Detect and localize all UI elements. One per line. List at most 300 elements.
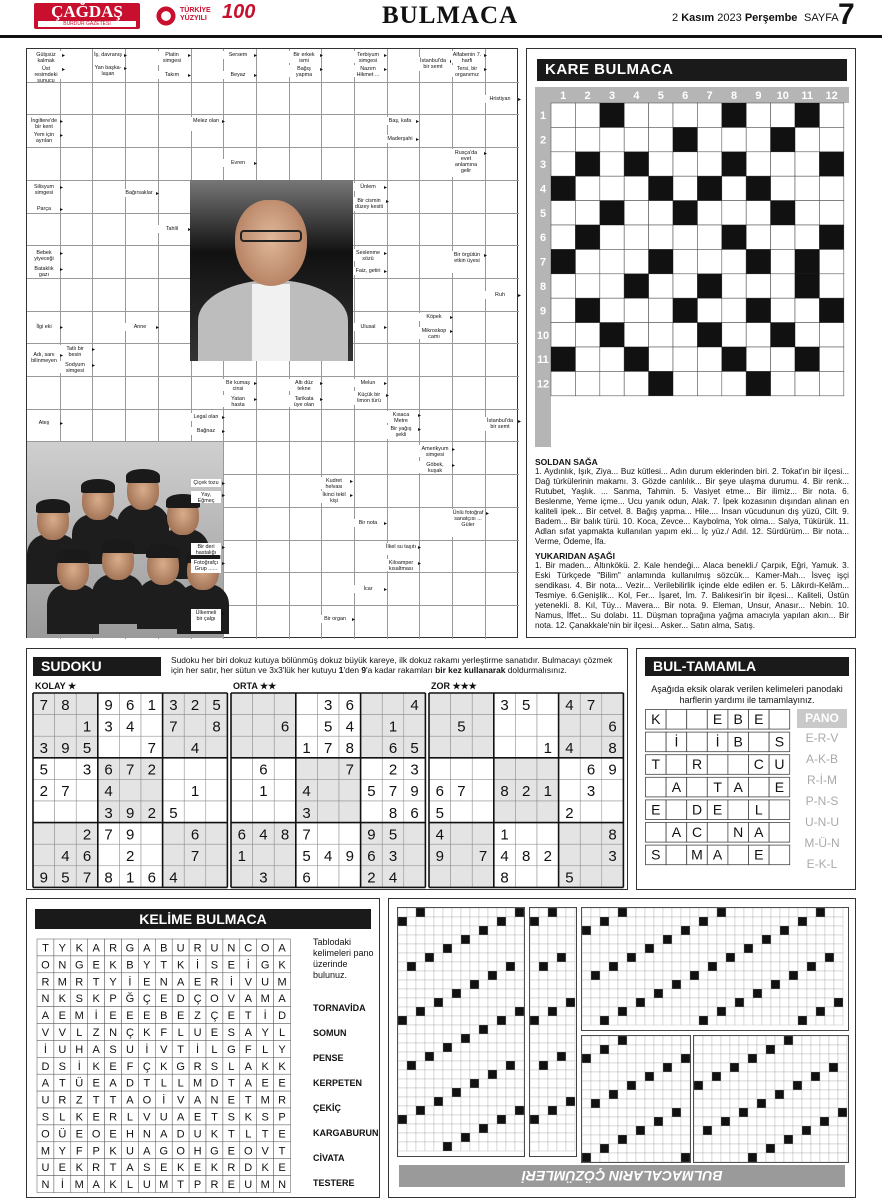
sudoku-cell[interactable] (274, 866, 296, 888)
bul-cell[interactable] (749, 732, 770, 752)
sudoku-cell[interactable] (515, 866, 537, 888)
solution-cell (539, 944, 548, 953)
kare-cell[interactable] (697, 249, 721, 273)
sudoku-cell[interactable] (184, 801, 206, 823)
bul-cell[interactable] (707, 823, 728, 843)
sudoku-cell[interactable] (296, 715, 318, 737)
solution-cell (757, 1045, 766, 1054)
kare-cell[interactable] (673, 152, 697, 176)
sudoku-cell[interactable] (537, 715, 559, 737)
sudoku-cell[interactable] (206, 823, 228, 845)
sudoku-cell[interactable] (296, 693, 318, 715)
bul-cell[interactable] (646, 823, 667, 843)
sudoku-cell[interactable] (274, 779, 296, 801)
sudoku-cell[interactable] (33, 823, 55, 845)
kare-cell[interactable] (771, 225, 795, 249)
kare-cell[interactable] (771, 298, 795, 322)
bul-cell[interactable] (666, 845, 687, 865)
sudoku-cell[interactable] (404, 866, 426, 888)
sudoku-cell[interactable] (602, 866, 624, 888)
sudoku-cell[interactable] (494, 801, 516, 823)
sudoku-cell[interactable] (404, 823, 426, 845)
sudoku-cell[interactable] (404, 844, 426, 866)
kare-cell[interactable] (575, 347, 599, 371)
sudoku-cell[interactable] (98, 844, 120, 866)
sudoku-cell[interactable] (33, 844, 55, 866)
sudoku-cell[interactable] (429, 736, 451, 758)
kare-cell[interactable] (746, 274, 770, 298)
sudoku-cell[interactable] (231, 779, 253, 801)
kelime-letter: Z (92, 1026, 100, 1039)
sudoku-cell[interactable] (317, 779, 339, 801)
solution-cell (582, 944, 591, 953)
kare-cell[interactable] (746, 201, 770, 225)
sudoku-digit: 9 (61, 740, 70, 757)
kare-cell[interactable] (649, 347, 673, 371)
kare-cell[interactable] (551, 323, 575, 347)
sudoku-cell[interactable] (33, 715, 55, 737)
solution-cell (780, 953, 789, 962)
sudoku-cell[interactable] (163, 779, 185, 801)
sudoku-cell[interactable] (429, 758, 451, 780)
sudoku-cell[interactable] (361, 736, 383, 758)
sudoku-cell[interactable] (296, 758, 318, 780)
kelime-letter: E (227, 1094, 236, 1107)
sudoku-cell[interactable] (231, 715, 253, 737)
kare-cell[interactable] (649, 274, 673, 298)
sudoku-cell[interactable] (141, 715, 163, 737)
kelime-letter: S (261, 1111, 269, 1124)
sudoku-cell[interactable] (361, 801, 383, 823)
sudoku-cell[interactable] (184, 715, 206, 737)
solution-cell (712, 1153, 721, 1162)
sudoku-cell[interactable] (231, 758, 253, 780)
bul-cell[interactable] (687, 777, 708, 797)
clue-arrow-icon: ▸ (452, 447, 456, 453)
kelime-letter: D (41, 1060, 50, 1073)
kare-cell[interactable] (673, 249, 697, 273)
sudoku-cell[interactable] (76, 801, 98, 823)
sudoku-cell[interactable] (274, 758, 296, 780)
sudoku-cell[interactable] (451, 693, 473, 715)
sudoku-cell[interactable] (382, 693, 404, 715)
kare-cell[interactable] (673, 347, 697, 371)
sudoku-cell[interactable] (515, 758, 537, 780)
kare-cell[interactable] (819, 103, 843, 127)
sudoku-cell[interactable] (537, 823, 559, 845)
sudoku-cell[interactable] (253, 693, 275, 715)
bul-cell[interactable] (666, 800, 687, 820)
kare-cell[interactable] (600, 371, 624, 395)
kare-cell[interactable] (722, 274, 746, 298)
kare-cell[interactable] (819, 127, 843, 151)
kare-cell[interactable] (746, 103, 770, 127)
solution-cell (557, 1142, 566, 1151)
sudoku-cell[interactable] (559, 758, 581, 780)
solution-cell (497, 998, 506, 1007)
sudoku-cell[interactable] (580, 844, 602, 866)
kare-cell[interactable] (697, 371, 721, 395)
sudoku-cell[interactable] (494, 715, 516, 737)
sudoku-cell[interactable] (274, 844, 296, 866)
sudoku-cell[interactable] (559, 844, 581, 866)
sudoku-cell[interactable] (602, 779, 624, 801)
solution-cell (425, 1115, 434, 1124)
sudoku-cell[interactable] (231, 801, 253, 823)
kare-cell[interactable] (697, 225, 721, 249)
bul-cell[interactable] (728, 800, 749, 820)
kare-cell[interactable] (551, 225, 575, 249)
kare-cell[interactable] (819, 347, 843, 371)
sudoku-cell[interactable] (537, 693, 559, 715)
sudoku-cell[interactable] (231, 693, 253, 715)
sudoku-cell[interactable] (339, 823, 361, 845)
sudoku-cell[interactable] (274, 693, 296, 715)
sudoku-cell[interactable] (537, 801, 559, 823)
sudoku-cell[interactable] (559, 823, 581, 845)
sudoku-cell[interactable] (274, 736, 296, 758)
kare-cell[interactable] (697, 152, 721, 176)
sudoku-cell[interactable] (515, 823, 537, 845)
clue-arrow-icon: ▸ (384, 521, 388, 527)
kare-cell[interactable] (746, 225, 770, 249)
solution-cell (530, 1142, 539, 1151)
kare-cell[interactable] (697, 298, 721, 322)
sudoku-cell[interactable] (602, 693, 624, 715)
kare-cell[interactable] (697, 347, 721, 371)
kare-cell[interactable] (600, 152, 624, 176)
solution-cell (645, 998, 654, 1007)
kare-cell[interactable] (795, 298, 819, 322)
sudoku-cell[interactable] (361, 758, 383, 780)
sudoku-cell[interactable] (317, 758, 339, 780)
kare-cell[interactable] (795, 371, 819, 395)
sudoku-cell[interactable] (55, 758, 77, 780)
kare-cell[interactable] (575, 103, 599, 127)
solution-cell (771, 989, 780, 998)
kare-cell[interactable] (722, 298, 746, 322)
sudoku-cell[interactable] (472, 693, 494, 715)
sudoku-cell[interactable] (494, 736, 516, 758)
kare-cell[interactable] (624, 201, 648, 225)
kare-cell[interactable] (551, 152, 575, 176)
sudoku-digit: 8 (280, 826, 290, 844)
kare-cell[interactable] (722, 201, 746, 225)
sudoku-cell[interactable] (515, 715, 537, 737)
sudoku-cell[interactable] (55, 801, 77, 823)
sudoku-cell[interactable] (339, 779, 361, 801)
sudoku-cell[interactable] (361, 693, 383, 715)
solution-cell (479, 944, 488, 953)
sudoku-cell[interactable] (537, 758, 559, 780)
sudoku-cell[interactable] (472, 758, 494, 780)
sudoku-cell[interactable] (76, 693, 98, 715)
bul-cell[interactable] (728, 755, 749, 775)
kare-cell[interactable] (795, 152, 819, 176)
kare-cell[interactable] (649, 201, 673, 225)
kare-cell[interactable] (795, 323, 819, 347)
kare-cell[interactable] (795, 201, 819, 225)
sudoku-cell[interactable] (184, 866, 206, 888)
sudoku-cell[interactable] (231, 736, 253, 758)
solution-cell (636, 1090, 645, 1099)
kare-cell[interactable] (697, 201, 721, 225)
sudoku-cell[interactable] (515, 736, 537, 758)
sudoku-cell[interactable] (559, 715, 581, 737)
sudoku-cell[interactable] (206, 866, 228, 888)
kare-cell[interactable] (746, 323, 770, 347)
kelime-letter: S (143, 1162, 151, 1175)
solution-cell (479, 971, 488, 980)
kare-cell[interactable] (624, 323, 648, 347)
kare-cell[interactable] (771, 152, 795, 176)
sudoku-cell[interactable] (141, 844, 163, 866)
kare-cell[interactable] (819, 249, 843, 273)
solution-cell (762, 944, 771, 953)
kare-cell[interactable] (819, 176, 843, 200)
sudoku-cell[interactable] (451, 844, 473, 866)
sudoku-cell[interactable] (580, 823, 602, 845)
sudoku-cell[interactable] (206, 758, 228, 780)
solution-cell (539, 1061, 548, 1070)
kare-cell[interactable] (771, 249, 795, 273)
sudoku-cell[interactable] (472, 866, 494, 888)
solution-cell (694, 1144, 703, 1153)
kare-cell[interactable] (624, 371, 648, 395)
kare-cell[interactable] (771, 371, 795, 395)
kare-cell[interactable] (575, 323, 599, 347)
sudoku-cell[interactable] (580, 715, 602, 737)
kare-cell[interactable] (575, 274, 599, 298)
sudoku-cell[interactable] (206, 736, 228, 758)
solution-cell (825, 944, 834, 953)
kare-cell[interactable] (795, 225, 819, 249)
sudoku-cell[interactable] (339, 866, 361, 888)
sudoku-cell[interactable] (206, 844, 228, 866)
sudoku-cell[interactable] (580, 866, 602, 888)
kelime-letter: T (177, 1043, 185, 1056)
kare-cell[interactable] (624, 103, 648, 127)
sudoku-cell[interactable] (231, 866, 253, 888)
bul-cell[interactable] (687, 732, 708, 752)
sudoku-cell[interactable] (537, 866, 559, 888)
kare-cell[interactable] (819, 274, 843, 298)
sudoku-cell[interactable] (253, 801, 275, 823)
kare-cell[interactable] (795, 127, 819, 151)
kare-cell[interactable] (697, 103, 721, 127)
solution-cell (566, 953, 575, 962)
kare-cell[interactable] (649, 152, 673, 176)
sudoku-cell[interactable] (404, 715, 426, 737)
kare-cell[interactable] (575, 249, 599, 273)
sudoku-cell[interactable] (429, 715, 451, 737)
sudoku-cell[interactable] (253, 844, 275, 866)
kare-cell[interactable] (771, 347, 795, 371)
sudoku-cell[interactable] (602, 801, 624, 823)
kare-cell[interactable] (551, 371, 575, 395)
sudoku-cell[interactable] (580, 801, 602, 823)
kare-cell[interactable] (746, 152, 770, 176)
sudoku-cell[interactable] (494, 758, 516, 780)
sudoku-cell[interactable] (451, 801, 473, 823)
solution-cell (802, 1153, 811, 1162)
solution-cell (582, 971, 591, 980)
kelime-letter: L (177, 1026, 184, 1039)
sudoku-title: SUDOKU (33, 657, 161, 676)
kare-cell[interactable] (600, 249, 624, 273)
sudoku-cell[interactable] (274, 801, 296, 823)
kare-cell[interactable] (551, 127, 575, 151)
sudoku-cell[interactable] (206, 801, 228, 823)
sudoku-cell[interactable] (163, 844, 185, 866)
sudoku-cell[interactable] (163, 758, 185, 780)
kelime-letter: E (227, 959, 236, 972)
sudoku-cell[interactable] (580, 736, 602, 758)
sudoku-cell[interactable] (76, 779, 98, 801)
kare-cell[interactable] (746, 347, 770, 371)
kare-cell[interactable] (575, 176, 599, 200)
kare-cell[interactable] (649, 323, 673, 347)
kare-cell[interactable] (722, 371, 746, 395)
kare-cell[interactable] (624, 249, 648, 273)
kare-cell[interactable] (819, 201, 843, 225)
kare-cell[interactable] (722, 249, 746, 273)
kare-cell[interactable] (746, 127, 770, 151)
bul-cell[interactable] (769, 710, 790, 730)
sudoku-cell[interactable] (472, 801, 494, 823)
bul-cell[interactable] (646, 732, 667, 752)
sudoku-cell[interactable] (429, 866, 451, 888)
kare-cell[interactable] (722, 127, 746, 151)
sudoku-cell[interactable] (184, 758, 206, 780)
solution-cell (548, 1133, 557, 1142)
kare-cell[interactable] (624, 127, 648, 151)
sudoku-cell[interactable] (253, 736, 275, 758)
sudoku-cell[interactable] (163, 736, 185, 758)
kare-cell[interactable] (600, 176, 624, 200)
down-clues: 1. Bir maden... Altınkökü. 2. Kale hendeği... Alaca benekli./ Çarpık, Eğri, Yamuk. 3. Eski Türkçede "Bilim" anlamında kullanılmış sözcük... Kamer-Mah... İsveç işçi sendikası. 4. Bir nota... Vezir... Verilebilirlik içinde elde edilen er. 5. Lâkırdı-Kelâm... Tesmiye. 6.Genişlik... Kol, Fer... İşaret, İm. 7. Balıkesir'in bir ilçesi... Kaliteli, Üstün yetenekli. 8. Kıl, Tüy... Mavera... Bir nota. 9. Eleman, Unsur, Anasır... Nebin. 10. Namus, İffet... Su dolabı. 11. Düşman toprağına yağma amacıyla yapılan akın... Bir nota. 12. Çanakkale'nin bir ilçesi... Asker... Satın alma, Satış. (535, 561, 849, 630)
solution-cell (735, 926, 744, 935)
kare-cell[interactable] (673, 371, 697, 395)
kare-cell[interactable] (673, 274, 697, 298)
kare-cell[interactable] (649, 298, 673, 322)
kare-cell[interactable] (600, 347, 624, 371)
bul-cell[interactable] (666, 755, 687, 775)
bul-cell[interactable] (769, 823, 790, 843)
bul-cell[interactable] (646, 777, 667, 797)
kare-cell[interactable] (600, 298, 624, 322)
kare-cell[interactable] (673, 103, 697, 127)
kelime-letter: R (109, 942, 118, 955)
kare-cell[interactable] (795, 176, 819, 200)
kare-cell[interactable] (819, 323, 843, 347)
kare-cell[interactable] (575, 201, 599, 225)
kare-cell[interactable] (697, 127, 721, 151)
kare-cell[interactable] (649, 225, 673, 249)
kare-cell[interactable] (819, 371, 843, 395)
sudoku-cell[interactable] (451, 736, 473, 758)
kare-cell[interactable] (551, 298, 575, 322)
kare-cell[interactable] (575, 127, 599, 151)
sudoku-cell[interactable] (317, 866, 339, 888)
kare-cell[interactable] (600, 225, 624, 249)
sudoku-cell[interactable] (317, 823, 339, 845)
sudoku-cell[interactable] (339, 801, 361, 823)
solution-cell (663, 1099, 672, 1108)
sudoku-cell[interactable] (141, 823, 163, 845)
bul-cell[interactable] (687, 710, 708, 730)
bul-cell[interactable] (769, 845, 790, 865)
kare-cell[interactable] (551, 274, 575, 298)
kare-cell[interactable] (551, 103, 575, 127)
sudoku-cell[interactable] (515, 801, 537, 823)
solution-cell (425, 1016, 434, 1025)
kare-cell[interactable] (624, 225, 648, 249)
kare-cell[interactable] (722, 176, 746, 200)
solution-cell (470, 908, 479, 917)
kare-cell[interactable] (600, 274, 624, 298)
sudoku-cell[interactable] (451, 823, 473, 845)
solution-cell (557, 1043, 566, 1052)
sudoku-cell[interactable] (98, 736, 120, 758)
sudoku-cell[interactable] (55, 715, 77, 737)
sudoku-cell[interactable] (33, 801, 55, 823)
sudoku-cell[interactable] (361, 715, 383, 737)
kare-cell[interactable] (771, 103, 795, 127)
kare-cell[interactable] (551, 201, 575, 225)
sudoku-cell[interactable] (141, 779, 163, 801)
kare-cell[interactable] (624, 176, 648, 200)
sudoku-cell[interactable] (119, 779, 141, 801)
kare-cell[interactable] (673, 323, 697, 347)
kare-cell[interactable] (600, 127, 624, 151)
sudoku-cell[interactable] (451, 866, 473, 888)
sudoku-cell[interactable] (472, 779, 494, 801)
sudoku-cell[interactable] (451, 758, 473, 780)
solution-cell (618, 1117, 627, 1126)
kare-cell[interactable] (771, 274, 795, 298)
sudoku-cell[interactable] (559, 779, 581, 801)
sudoku-cell[interactable] (472, 715, 494, 737)
kare-cell[interactable] (649, 103, 673, 127)
kare-cell[interactable] (771, 176, 795, 200)
bul-cell[interactable] (749, 777, 770, 797)
sudoku-cell[interactable] (429, 693, 451, 715)
sudoku-cell[interactable] (119, 736, 141, 758)
solution-cell (618, 1108, 627, 1117)
bul-cell[interactable] (769, 800, 790, 820)
kare-cell[interactable] (673, 225, 697, 249)
sudoku-cell[interactable] (472, 736, 494, 758)
sudoku-cell[interactable] (163, 823, 185, 845)
solution-cell (744, 917, 753, 926)
sudoku-cell[interactable] (317, 801, 339, 823)
sudoku-cell[interactable] (55, 823, 77, 845)
sudoku-cell[interactable] (472, 823, 494, 845)
bul-cell[interactable] (666, 710, 687, 730)
solution-cell (834, 980, 843, 989)
sudoku-cell[interactable] (253, 715, 275, 737)
bul-cell[interactable] (728, 845, 749, 865)
bul-cell[interactable] (707, 755, 728, 775)
kare-cell[interactable] (624, 298, 648, 322)
sudoku-cell[interactable] (206, 779, 228, 801)
kare-cell[interactable] (575, 371, 599, 395)
kare-cell[interactable] (673, 176, 697, 200)
kare-cell[interactable] (649, 127, 673, 151)
kare-cell[interactable] (722, 323, 746, 347)
solution-cell (618, 1036, 627, 1045)
